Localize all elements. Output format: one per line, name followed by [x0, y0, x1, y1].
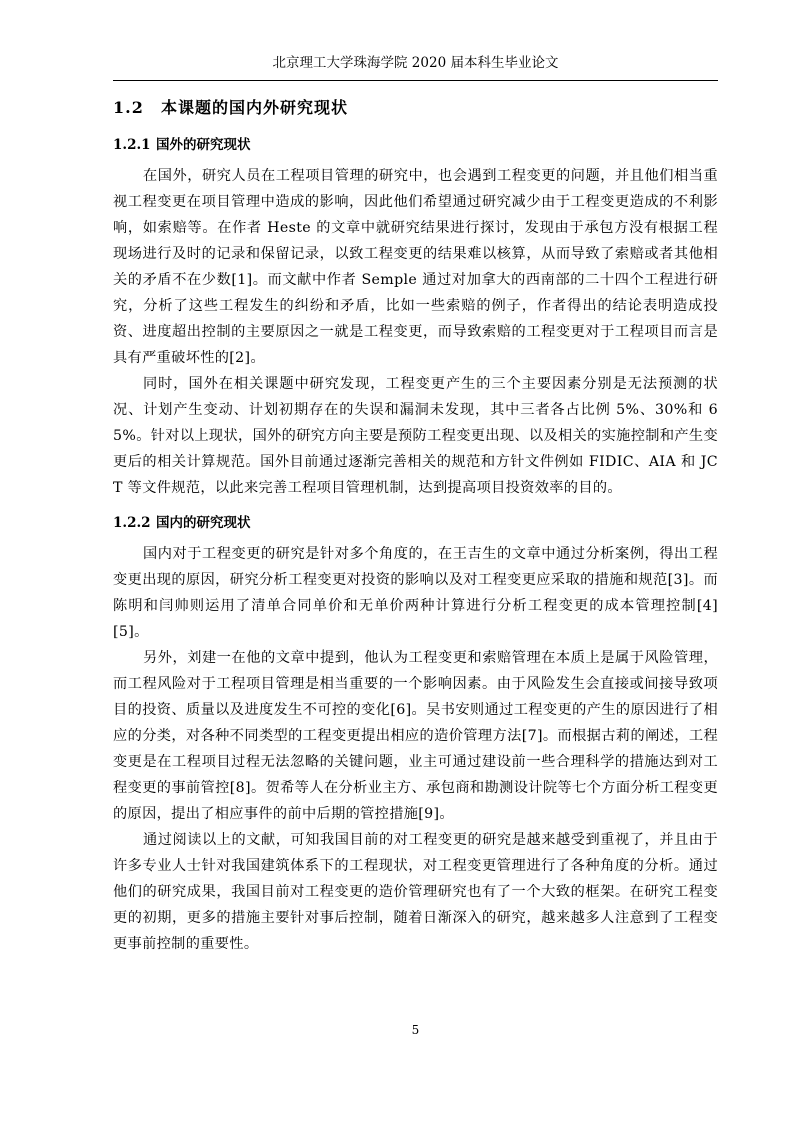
section-number: 1.2 [113, 98, 144, 117]
subsection-heading-domestic [113, 507, 718, 539]
section-heading [113, 93, 718, 123]
paragraph: 在国外，研究人员在工程项目管理的研究中，也会遇到工程变更的问题，并且他们相当重视工程变更在项目管理中造成的影响，因此他们希望通过研究减少由于工程变更造成的不利影响，如索赔等。在作者 Heste 的文章中就研究结果进行探讨，发现由于承包方没有根据工程现场进行及时的记录和保留记录，以致工程变更的结果难以核算，从而导致了索赔或者其他相关的矛盾不在少数[1]。而文献中作者 Semple 通过对加拿大的西南部的二十四个工程进行研究，分析了这些工程发生的纠纷和矛盾，比如一些索赔的例子，作者得出的结论表明造成投资、进度超出控制的主要原因之一就是工程变更，而导致索赔的工程变更对于工程项目而言是具有严重破坏性的[2]。 [113, 168, 718, 366]
subsection-number: 1.2.1 [113, 137, 151, 153]
subsection-number: 1.2.2 [113, 515, 151, 531]
running-header: 北京理工大学珠海学院 2020 届本科生毕业论文 [272, 55, 559, 71]
subsection-title: 国外的研究现状 [156, 137, 251, 153]
header-rule [113, 80, 718, 81]
page-body [113, 88, 718, 957]
section-title: 本课题的国内外研究现状 [161, 98, 349, 117]
paragraph: 同时，国外在相关课题中研究发现，工程变更产生的三个主要因素分别是无法预测的状况、计划产生变动、计划初期存在的失误和漏洞未发现，其中三者各占比例 5%、30%和 65%。针对以上现状，国外的研究方向主要是预防工程变更出现、以及相关的实施控制和产生变更后的相关计算规范。国外目前通过逐渐完善相关的规范和方针文件例如 FIDIC、AIA 和 JCT 等文件规范，以此来完善工程项目管理机制，达到提高项目投资效率的目的。 [113, 376, 718, 496]
paragraph: 国内对于工程变更的研究是针对多个角度的，在王吉生的文章中通过分析案例，得出工程变更出现的原因，研究分析工程变更对投资的影响以及对工程变更应采取的措施和规范[3]。而陈明和闫帅则运用了清单合同单价和无单价两种计算进行分析工程变更的成本管理控制[4] [5]。 [113, 546, 718, 640]
paragraph: 另外，刘建一在他的文章中提到，他认为工程变更和索赔管理在本质上是属于风险管理，而工程风险对于工程项目管理是相当重要的一个影响因素。由于风险发生会直接或间接导致项目的投资、质量以及进度发生不可控的变化[6]。吴书安则通过工程变更的产生的原因进行了相应的分类，对各种不同类型的工程变更提出相应的造价管理方法[7]。而根据古莉的阐述，工程变更是在工程项目过程无法忽略的关键问题，业主可通过建设前一些合理科学的措施达到对工程变更的事前管控[8]。贺希等人在分析业主方、承包商和勘测设计院等七个方面分析工程变更的原因，提出了相应事件的前中后期的管控措施[9]。 [113, 650, 718, 822]
paragraph: 通过阅读以上的文献，可知我国目前的对工程变更的研究是越来越受到重视了，并且由于许多专业人士针对我国建筑体系下的工程现状，对工程变更管理进行了各种角度的分析。通过他们的研究成果，我国目前对工程变更的造价管理研究也有了一个大致的框架。在研究工程变更的初期，更多的措施主要针对事后控制，随着日渐深入的研究，越来越多人注意到了工程变更事前控制的重要性。 [113, 832, 718, 952]
subsection-title: 国内的研究现状 [156, 515, 251, 531]
subsection-heading-foreign [113, 129, 718, 161]
page-number: 5 [411, 1023, 420, 1037]
